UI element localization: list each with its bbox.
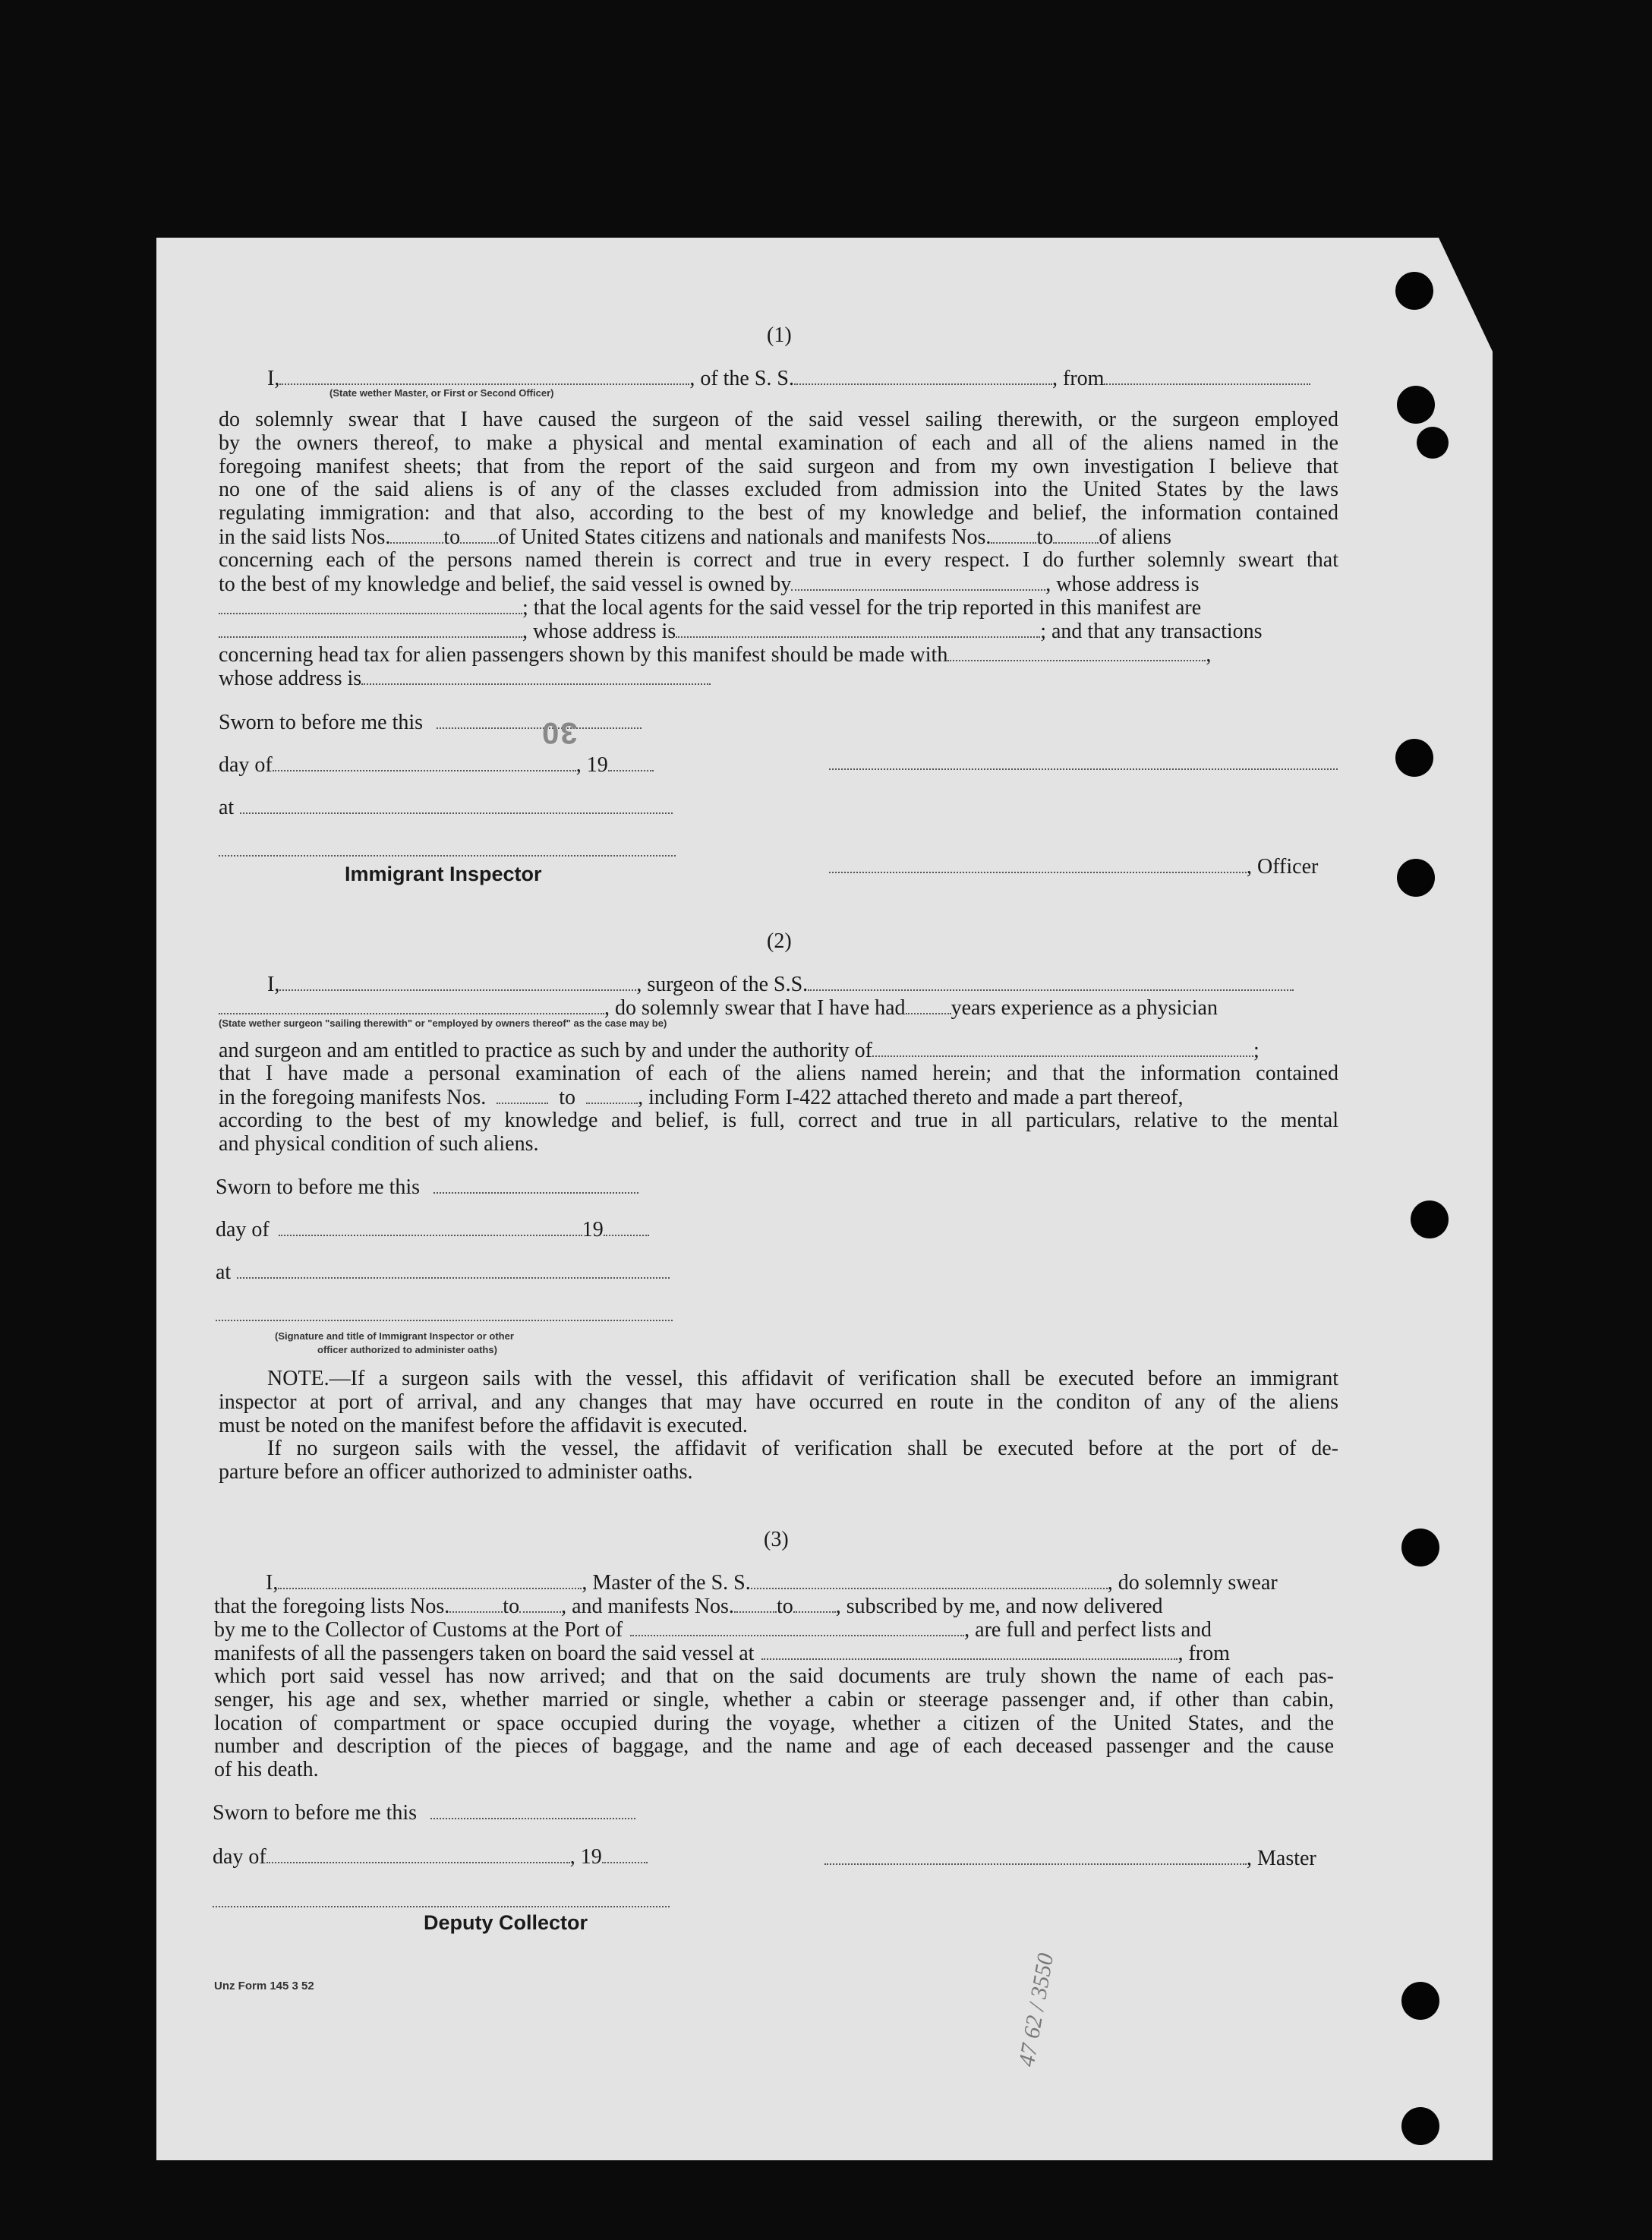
s1-body-line: do solemnly swear that I have caused the surgeon of the said vessel sailing therewith, or the surgeon employed — [219, 408, 1338, 431]
text: concerning head tax for alien passengers shown by this manifest should be made with — [219, 643, 948, 667]
text: , from — [1178, 1642, 1230, 1665]
s2-sworn — [216, 1175, 638, 1199]
punch-hole — [1401, 1529, 1439, 1566]
s1-inspector-label: Immigrant Inspector — [345, 863, 542, 885]
s2-signature-note-2: officer authorized to administer oaths) — [317, 1344, 497, 1355]
text: and surgeon and am entitled to practice as such by and under the authority of — [219, 1039, 872, 1062]
s1-concern-line — [219, 549, 1338, 573]
text: of aliens — [1099, 525, 1171, 549]
s2-line-1 — [267, 973, 1294, 996]
text: to — [776, 1595, 793, 1618]
text: location of compartment or space occupied during the voyage, whether a citizen of the United States, and the — [214, 1711, 1334, 1735]
text: concerning each of the persons named therein is correct and true in every respect. I do further solemnly sweart that — [219, 548, 1338, 572]
text: by me to the Collector of Customs at the Port of — [214, 1618, 623, 1642]
s1-body — [219, 409, 1338, 525]
s1-officer-line — [829, 855, 1318, 879]
text: day of — [213, 1845, 266, 1869]
text: NOTE.—If a surgeon sails with the vessel, this affidavit of verification shall be executed before an immigrant — [267, 1367, 1338, 1390]
text: ; that the local agents for the said vessel for the trip reported in this manifest are — [522, 596, 1202, 620]
text: If no surgeon sails with the vessel, the affidavit of verification shall be executed before at the port of de- — [267, 1437, 1338, 1461]
punch-hole — [1397, 386, 1435, 424]
text: I, — [267, 973, 280, 996]
s2-surgeon-note: (State wether surgeon "sailing therewith" or "employed by owners thereof" as the case may be) — [219, 1017, 667, 1029]
text: and physical condition of such aliens. — [219, 1131, 539, 1156]
s2-line-2 — [219, 996, 1218, 1020]
s1-officer-note: (State wether Master, or First or Second Officer) — [329, 387, 554, 399]
text: , do solemnly swear — [1107, 1571, 1278, 1595]
section-3-heading: (3) — [764, 1528, 789, 1551]
date-stamp: 30 — [541, 716, 578, 749]
text: to the best of my knowledge and belief, the said vessel is owned by — [219, 573, 792, 596]
text: Sworn to before me this — [219, 711, 424, 734]
text: I, — [266, 1571, 279, 1595]
text: must be noted on the manifest before the affidavit is executed. — [219, 1413, 748, 1437]
s3-line-4 — [214, 1642, 1230, 1665]
punch-hole — [1395, 272, 1433, 310]
s2-dayof — [216, 1218, 649, 1241]
text: at — [216, 1260, 232, 1284]
text: at — [219, 796, 235, 819]
punch-hole — [1397, 859, 1435, 897]
s1-dayof — [219, 753, 654, 777]
section-1-heading: (1) — [767, 323, 792, 347]
section-2-heading: (2) — [767, 929, 792, 953]
text: day of — [219, 753, 273, 777]
text: that the foregoing lists Nos. — [214, 1595, 450, 1618]
text: , surgeon of the S.S. — [636, 973, 809, 996]
text: of his death. — [214, 1758, 319, 1782]
handwritten-note: 47 62 / 3550 — [1014, 1951, 1059, 2069]
text: , including Form I-422 attached thereto and made a part thereof, — [638, 1086, 1184, 1109]
s1-signature-line — [829, 752, 1338, 775]
s1-whoseaddr-line — [219, 667, 711, 690]
text: in the foregoing manifests Nos. — [219, 1086, 487, 1109]
text: to — [1036, 525, 1054, 549]
text: , Officer — [1247, 855, 1319, 879]
punch-hole — [1401, 1982, 1439, 2020]
s1-agents-line — [219, 596, 1201, 620]
text: , whose address is — [522, 620, 676, 643]
text: to — [503, 1595, 520, 1618]
s2-note — [219, 1368, 1338, 1484]
s3-collector-line — [213, 1889, 670, 1913]
text: 19 — [582, 1218, 604, 1241]
text: , — [1206, 643, 1212, 667]
text: which port said vessel has now arrived; and that on the said documents are truly shown the name of each pas- — [214, 1664, 1334, 1688]
s3-line-3 — [214, 1618, 1212, 1642]
text: , Master of the S. S. — [582, 1571, 751, 1595]
text: , subscribed by me, and now delivered — [835, 1595, 1163, 1618]
s1-body-line: regulating immigration: and that also, according to the best of my knowledge and belief, the information contained — [219, 501, 1338, 525]
torn-corner — [1439, 238, 1493, 352]
punch-hole — [1411, 1200, 1449, 1238]
text: ; and that any transactions — [1040, 620, 1263, 643]
punch-hole — [1401, 2107, 1439, 2145]
text: ; — [1253, 1039, 1259, 1062]
text: , Master — [1247, 1847, 1316, 1870]
s2-signature-line — [216, 1303, 673, 1327]
s2-line-4 — [219, 1062, 1338, 1086]
s1-owned-line — [219, 573, 1199, 596]
s1-inspector-line — [219, 838, 676, 862]
text: , of the S. S. — [689, 367, 795, 390]
text: , are full and perfect lists and — [964, 1618, 1212, 1642]
text: , 19 — [575, 753, 608, 777]
s2-at — [216, 1260, 670, 1284]
text: senger, his age and sex, whether married or single, whether a cabin or steerage passenger and, if other than cabin, — [214, 1687, 1334, 1712]
text: day of — [216, 1218, 270, 1241]
text: I, — [267, 367, 280, 390]
s1-sworn — [219, 711, 642, 734]
s3-line-2 — [214, 1595, 1163, 1618]
text: whose address is — [219, 667, 362, 690]
s2-signature-note-1: (Signature and title of Immigrant Inspector or other — [275, 1330, 514, 1342]
s1-body-line: foregoing manifest sheets; that from the report of the said surgeon and from my own investigation I believe that — [219, 454, 1338, 478]
text: years experience as a physician — [951, 996, 1218, 1020]
text: manifests of all the passengers taken on board the said vessel at — [214, 1642, 755, 1665]
s1-at — [219, 796, 673, 819]
s1-lists-line — [219, 525, 1171, 549]
text: number and description of the pieces of baggage, and the name and age of each deceased passenger and the cause — [214, 1734, 1334, 1759]
text: that I have made a personal examination of each of the aliens named herein; and that the information contained — [219, 1062, 1338, 1085]
text: in the said lists Nos. — [219, 525, 391, 549]
text: inspector at port of arrival, and any changes that may have occurred en route in the conditon of any of the aliens — [219, 1390, 1338, 1414]
s3-line-1 — [266, 1571, 1278, 1595]
s1-whose-line — [219, 620, 1263, 643]
text: , whose address is — [1045, 573, 1200, 596]
text: Sworn to before me this — [213, 1801, 418, 1825]
punch-hole — [1417, 427, 1449, 459]
text: , and manifests Nos. — [561, 1595, 734, 1618]
text: , from — [1052, 367, 1105, 390]
s1-headtax-line — [219, 643, 1211, 667]
s3-sworn — [213, 1801, 635, 1825]
punch-hole — [1395, 739, 1433, 777]
s2-line-3 — [219, 1039, 1259, 1062]
text: Sworn to before me this — [216, 1175, 421, 1199]
text: to — [559, 1086, 576, 1109]
form-number: Unz Form 145 3 52 — [214, 1980, 314, 1992]
s3-collector-label: Deputy Collector — [424, 1911, 588, 1934]
text: , 19 — [569, 1845, 602, 1869]
s1-body-line: by the owners thereof, to make a physical and mental examination of each and all of the aliens named in the — [219, 431, 1338, 455]
s1-body-line: no one of the said aliens is of any of the classes excluded from admission into the United States by the laws — [219, 478, 1338, 502]
s2-line-5 — [219, 1086, 1183, 1109]
text: of United States citizens and nationals and manifests Nos. — [498, 525, 992, 549]
s3-master-line — [824, 1847, 1316, 1870]
s2-line-6 — [219, 1109, 1338, 1156]
text: , do solemnly swear that I have had — [604, 996, 906, 1020]
text: parture before an officer authorized to administer oaths. — [219, 1460, 693, 1484]
s3-body — [214, 1665, 1334, 1782]
s3-dayof — [213, 1845, 648, 1869]
text: according to the best of my knowledge and belief, is full, correct and true in all particulars, relative to the mental — [219, 1109, 1338, 1132]
text: to — [443, 525, 461, 549]
